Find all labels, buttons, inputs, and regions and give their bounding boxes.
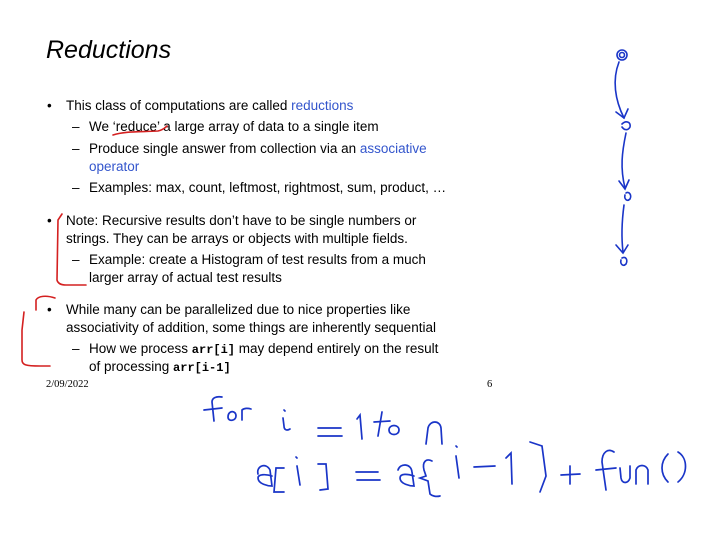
- code-arr-i: arr[i]: [191, 343, 236, 357]
- bullet-2-sub-1-line-2: larger array of actual test results: [89, 270, 282, 285]
- ink-letter-t: [374, 421, 390, 422]
- ink-dot-i: [456, 446, 457, 447]
- ink-letter-f: [204, 408, 222, 410]
- ink-letter-i: [283, 418, 290, 430]
- ink-brace-open: [420, 460, 440, 496]
- reductions-link: reductions: [291, 98, 354, 113]
- bullet-marker: •: [47, 302, 52, 317]
- bullet-marker: •: [47, 98, 52, 113]
- bullet-2-sub-1-line-1: Example: create a Histogram of test results from a much: [89, 252, 426, 267]
- associative-link: associative: [359, 141, 427, 156]
- ink-letter-r: [242, 408, 251, 420]
- ink-bracket-open: [274, 468, 284, 492]
- ink-dot-i: [284, 410, 285, 411]
- ink-letter-n: [426, 422, 442, 444]
- bullet-1-sub-1: We ‘reduce’ a large array of data to a single item: [89, 119, 379, 134]
- ink-plus: [561, 474, 580, 475]
- ink-dot-i: [296, 457, 297, 458]
- reduction-chain-diagram: [615, 50, 631, 265]
- chain-node: [621, 257, 627, 265]
- bullet-1-sub-3: Examples: max, count, leftmost, rightmost, sum, product, …: [89, 180, 447, 195]
- chain-arrow: [615, 62, 624, 118]
- bullet-3-line-2: associativity of addition, some things are inherently sequential: [66, 320, 436, 335]
- chain-arrow: [622, 133, 626, 188]
- ink-paren-open: [662, 454, 668, 482]
- dash-marker: –: [72, 341, 80, 356]
- ink-minus: [474, 466, 495, 467]
- handwriting-line-1: [204, 397, 442, 444]
- ink-letter-i: [456, 456, 459, 478]
- ink-letter-a: [258, 466, 272, 486]
- chain-arrow: [622, 205, 624, 252]
- bullet-3-line-1: While many can be parallelized due to nice properties like: [66, 302, 411, 317]
- dash-marker: –: [72, 141, 80, 156]
- chain-node: [620, 53, 625, 58]
- operator-link: operator: [89, 159, 140, 174]
- chain-node: [622, 122, 630, 130]
- ink-letter-f: [596, 468, 616, 470]
- bullet-2-line-1: Note: Recursive results don’t have to be single numbers or: [66, 213, 417, 228]
- red-bracket-stroke: [57, 214, 86, 285]
- ink-digit-1: [506, 453, 512, 484]
- ink-letter-u: [620, 466, 630, 483]
- bullet-1-text: This class of computations are called: [66, 98, 292, 113]
- sub-text: How we process: [89, 341, 192, 356]
- ink-letter-t: [378, 412, 382, 436]
- ink-letter-o: [389, 426, 399, 435]
- code-arr-i-minus-1: arr[i-1]: [173, 361, 231, 375]
- ink-digit-1: [357, 415, 362, 439]
- chain-node: [625, 192, 631, 200]
- dash-marker: –: [72, 252, 80, 267]
- ink-paren-close: [678, 452, 686, 482]
- ink-bracket-close: [318, 464, 328, 490]
- footer-page-number: 6: [487, 379, 493, 390]
- bullet-2-line-2: strings. They can be arrays or objects with multiple fields.: [66, 231, 408, 246]
- sub-text: of processing: [89, 359, 174, 374]
- ink-letter-i: [297, 466, 300, 485]
- footer-date: 2/09/2022: [46, 379, 89, 390]
- dash-marker: –: [72, 180, 80, 195]
- ink-bracket-close: [530, 442, 546, 492]
- bullet-marker: •: [47, 213, 52, 228]
- ink-letter-f: [602, 450, 614, 490]
- ink-letter-n: [636, 466, 648, 485]
- handwriting-line-2: [258, 442, 686, 496]
- ink-letter-a: [398, 465, 414, 486]
- dash-marker: –: [72, 119, 80, 134]
- red-underline-stroke: [113, 126, 167, 135]
- red-bracket-stroke: [22, 312, 50, 366]
- ink-letter-o: [228, 412, 236, 421]
- sub-2-text: Produce single answer from collection via an: [89, 141, 360, 156]
- sub-text: may depend entirely on the result: [235, 341, 439, 356]
- slide-title: Reductions: [46, 36, 172, 64]
- chain-node: [617, 50, 627, 60]
- red-bracket-stroke: [36, 296, 55, 310]
